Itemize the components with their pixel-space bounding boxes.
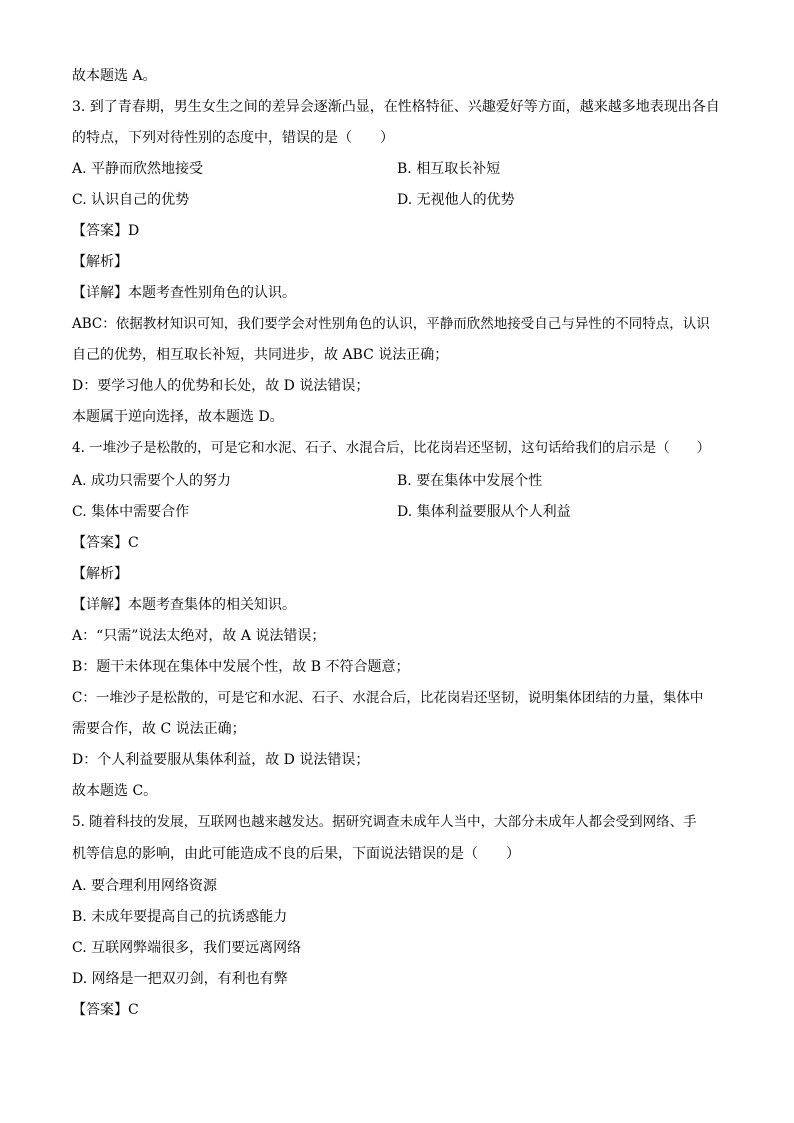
q4-c-explanation-line2: 需要合作，故 C 说法正确； bbox=[72, 721, 246, 737]
q4-detail: 【详解】本题考查集体的相关知识。 bbox=[72, 597, 296, 613]
q3-stem-line1: 3. 到了青春期，男生女生之间的差异会逐渐凸显，在性格特征、兴趣爱好等方面，越来越多地表现出各自 bbox=[72, 99, 720, 115]
q4-option-b: B. 要在集体中发展个性 bbox=[397, 473, 543, 489]
q3-stem-line2: 的特点，下列对待性别的态度中，错误的是（ ） bbox=[72, 130, 394, 146]
q5-option-a: A. 要合理利用网络资源 bbox=[72, 878, 218, 894]
q4-a-explanation: A：“只需”说法太绝对，故 A 说法错误； bbox=[72, 628, 326, 644]
q4-answer: 【答案】C bbox=[72, 535, 139, 551]
q3-conclusion: 本题属于逆向选择，故本题选 D。 bbox=[72, 409, 284, 425]
q4-option-d: D. 集体利益要服从个人利益 bbox=[397, 504, 571, 520]
q5-option-c: C. 互联网弊端很多，我们要远离网络 bbox=[72, 940, 302, 956]
q3-option-a: A. 平静而欣然地接受 bbox=[72, 161, 204, 177]
q4-option-a: A. 成功只需要个人的努力 bbox=[72, 473, 232, 489]
q4-c-explanation-line1: C：一堆沙子是松散的，可是它和水泥、石子、水混合后，比花岗岩还坚韧，说明集体团结的力量，集体中 bbox=[72, 690, 704, 706]
q3-option-c: C. 认识自己的优势 bbox=[72, 192, 190, 208]
q3-detail: 【详解】本题考查性别角色的认识。 bbox=[72, 285, 296, 301]
q5-option-b: B. 未成年要提高自己的抗诱惑能力 bbox=[72, 909, 288, 925]
q3-abc-line2: 自己的优势，相互取长补短，共同进步，故 ABC 说法正确； bbox=[72, 347, 449, 363]
q4-option-c: C. 集体中需要合作 bbox=[72, 504, 190, 520]
q4-stem: 4. 一堆沙子是松散的，可是它和水泥、石子、水混合后，比花岗岩还坚韧，这句话给我们的启示是（ ） bbox=[72, 440, 711, 456]
q4-conclusion: 故本题选 C。 bbox=[72, 783, 158, 799]
q3-answer: 【答案】D bbox=[72, 223, 140, 239]
q3-d-explanation: D：要学习他人的优势和长处，故 D 说法错误； bbox=[72, 378, 370, 394]
q5-stem-line2: 机等信息的影响，由此可能造成不良的后果，下面说法错误的是（ ） bbox=[72, 846, 520, 862]
q4-b-explanation: B：题干未体现在集体中发展个性，故 B 不符合题意； bbox=[72, 659, 410, 675]
q5-answer: 【答案】C bbox=[72, 1002, 139, 1018]
q5-option-d: D. 网络是一把双刃剑，有利也有弊 bbox=[72, 971, 288, 987]
q5-stem-line1: 5. 随着科技的发展，互联网也越来越发达。据研究调查未成年人当中，大部分未成年人都会受到网络、手 bbox=[72, 814, 697, 830]
q2-conclusion: 故本题选 A。 bbox=[72, 68, 157, 84]
q3-analysis-heading: 【解析】 bbox=[72, 254, 128, 270]
q3-option-d: D. 无视他人的优势 bbox=[397, 192, 515, 208]
q3-option-b: B. 相互取长补短 bbox=[397, 161, 501, 177]
q4-analysis-heading: 【解析】 bbox=[72, 566, 128, 582]
q4-d-explanation: D：个人利益要服从集体利益，故 D 说法错误； bbox=[72, 752, 370, 768]
q3-abc-line1: ABC：依据教材知识可知，我们要学会对性别角色的认识，平静而欣然地接受自己与异性的不同特点，认识 bbox=[72, 316, 710, 332]
